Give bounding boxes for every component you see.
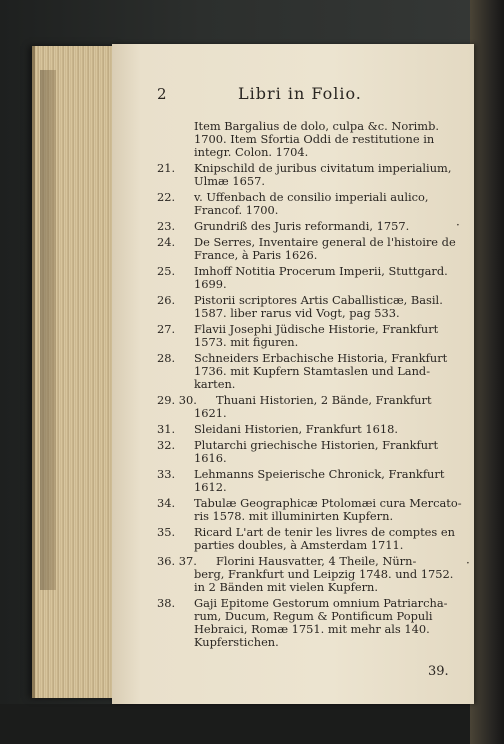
entry-line: Grundriß des Juris reformandi, 1757.	[194, 218, 410, 233]
entry-line: Flavii Josephi Jüdische Historie, Frankfurt	[194, 322, 439, 336]
entry-line: 1621.	[194, 405, 227, 420]
entry-number: 25.	[157, 264, 176, 278]
entry-line: ris 1578. mit illuminirten Kupfern.	[194, 508, 394, 523]
entry-number: 27.	[157, 322, 176, 336]
entry-number: 22.	[157, 189, 176, 204]
entry-number: 35.	[157, 525, 176, 539]
entry-line: 1573. mit figuren.	[194, 334, 299, 349]
entry-line: Kupferstichen.	[194, 634, 279, 649]
entry-number: 34.	[157, 496, 176, 510]
entry-number: 32.	[157, 438, 176, 452]
entry-line: Lehmanns Speierische Chronick, Frankfurt	[194, 467, 445, 481]
entry-number: 33.	[157, 467, 176, 481]
entry-line: 1736. mit Kupfern Stamtaslen und Land-	[194, 363, 431, 378]
entry-line: Ulmæ 1657.	[194, 173, 265, 188]
entry-line: Schneiders Erbachische Historia, Frankfurt	[194, 351, 448, 365]
entry-line: Pistorii scriptores Artis Caballisticæ, Basil.	[194, 293, 443, 307]
entry-line: De Serres, Inventaire general de l'histoire de	[194, 235, 456, 249]
entry-line: France, à Paris 1626.	[194, 247, 318, 262]
entry-line: Imhoff Notitia Procerum Imperii, Stuttgard.	[194, 264, 448, 278]
background-bottom	[0, 704, 504, 744]
entry-line: in 2 Bänden mit vielen Kupfern.	[194, 579, 379, 594]
entry-line: Tabulæ Geographicæ Ptolomæi cura Mercato-	[194, 496, 462, 510]
entry-line: Francof. 1700.	[194, 202, 279, 217]
entry-line: berg, Frankfurt und Leipzig 1748. und 1752.	[194, 566, 454, 581]
entry-line: 1612.	[194, 479, 227, 494]
page-stack-shadow	[40, 70, 56, 590]
entry-number: 36. 37.	[157, 554, 197, 568]
entry-line: parties doubles, à Amsterdam 1711.	[194, 537, 404, 552]
entry-line: Sleidani Historien, Frankfurt 1618.	[194, 421, 398, 436]
entry-line: Ricard L'art de tenir les livres de comptes en	[194, 525, 455, 539]
entry-number: 31.	[157, 421, 176, 436]
entry-line: integr. Colon. 1704.	[194, 144, 309, 159]
entry-line: karten.	[194, 376, 236, 391]
entry-line: Knipschild de juribus civitatum imperialium,	[194, 160, 452, 175]
entry-line: 1616.	[194, 450, 227, 465]
entry-number: 28.	[157, 351, 176, 365]
entry-number: 38.	[157, 595, 176, 610]
entry-line: Item Bargalius de dolo, culpa &c. Norimb.	[194, 119, 440, 133]
page-mark: 2	[157, 85, 167, 103]
entry-line: 1587. liber rarus vid Vogt, pag 533.	[194, 305, 400, 320]
catchword: 39.	[428, 664, 449, 679]
entry-number: 26.	[157, 293, 176, 307]
entry-line: 1699.	[194, 276, 227, 291]
facing-page-edge	[470, 0, 504, 744]
entry-line: Florini Hausvatter, 4 Theile, Nürn-	[216, 554, 417, 568]
entry-line: Thuani Historien, 2 Bände, Frankfurt	[216, 392, 432, 407]
page-title: Libri in Folio.	[238, 84, 362, 103]
entry-line: Plutarchi griechische Historien, Frankfurt	[194, 438, 439, 452]
entry-number: 23.	[157, 218, 176, 233]
entry-line: 1700. Item Sfortia Oddi de restitutione in	[194, 131, 435, 146]
entry-line: Gaji Epitome Gestorum omnium Patriarcha-	[194, 595, 448, 610]
ink-mark: ·	[456, 218, 460, 232]
entry-number: 24.	[157, 235, 176, 249]
ink-mark: ·	[466, 556, 470, 570]
entry-number: 29. 30.	[157, 392, 197, 407]
entry-line: Hebraici, Romæ 1751. mit mehr als 140.	[194, 621, 430, 636]
entry-number: 21.	[157, 160, 176, 175]
entry-line: v. Uffenbach de consilio imperiali aulico,	[194, 189, 429, 204]
entry-line: rum, Ducum, Regum & Pontificum Populi	[194, 608, 433, 623]
